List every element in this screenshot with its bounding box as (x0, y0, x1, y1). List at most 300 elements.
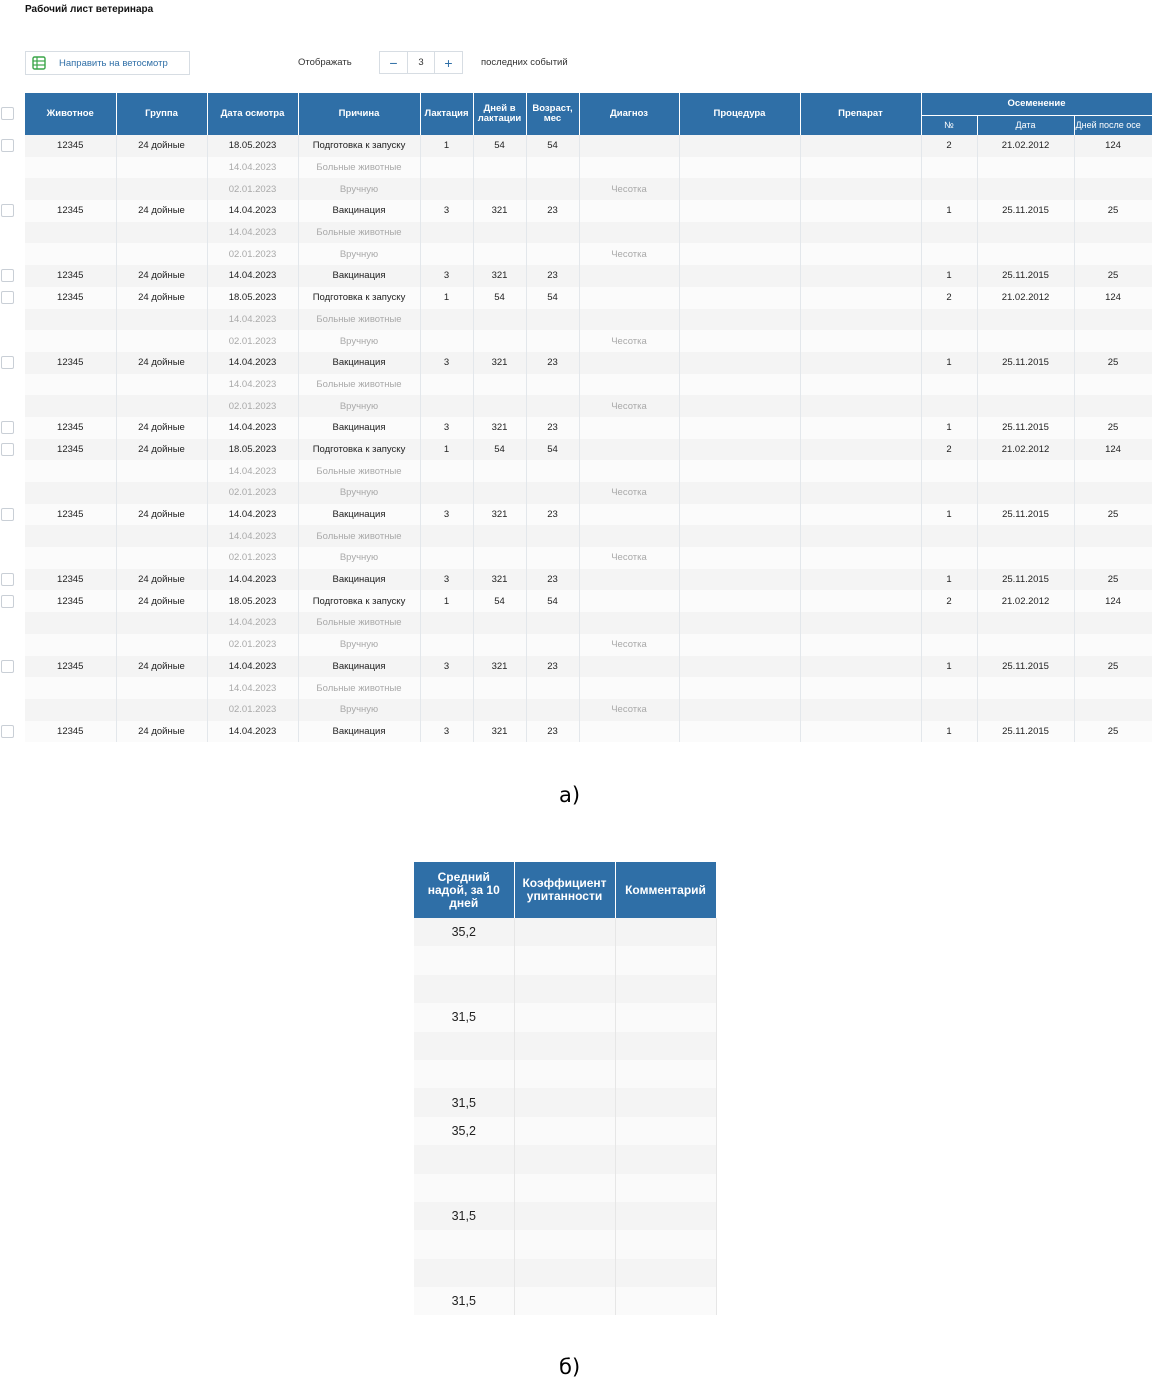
table-cell (473, 374, 526, 396)
table-cell: 25 (1074, 569, 1152, 591)
row-checkbox[interactable] (1, 139, 14, 152)
table-cell (1074, 309, 1152, 331)
table-cell: 2 (921, 590, 977, 612)
table-cell: Больные животные (298, 222, 420, 244)
table-cell (514, 946, 615, 974)
table-cell (679, 135, 800, 157)
table-cell: 321 (473, 352, 526, 374)
events-count-stepper[interactable] (379, 51, 463, 74)
table-cell (977, 395, 1074, 417)
table-cell (800, 460, 921, 482)
table-cell: 18.05.2023 (207, 439, 298, 461)
table-cell (514, 918, 615, 946)
table-cell: 25.11.2015 (977, 504, 1074, 526)
table-cell: Чесотка (579, 330, 679, 352)
col-body-condition[interactable]: Коэффициент упитанности (514, 862, 615, 918)
table-cell (116, 395, 207, 417)
table-cell (514, 1230, 615, 1258)
table-cell (116, 699, 207, 721)
table-row[interactable] (25, 200, 1152, 222)
table-cell (1074, 395, 1152, 417)
table-cell (414, 1032, 514, 1060)
table-sub-row[interactable] (25, 634, 1152, 656)
table-cell: 18.05.2023 (207, 287, 298, 309)
table-cell (679, 374, 800, 396)
table-cell (1074, 612, 1152, 634)
table-cell: 321 (473, 569, 526, 591)
table-cell (526, 330, 579, 352)
row-checkbox[interactable] (1, 421, 14, 434)
table-cell: 14.04.2023 (207, 677, 298, 699)
row-checkbox[interactable] (1, 269, 14, 282)
table-cell (1074, 634, 1152, 656)
table-cell (679, 525, 800, 547)
table-cell: 31,5 (414, 1287, 514, 1315)
table-cell (800, 547, 921, 569)
table-body (25, 135, 1152, 742)
table-cell: Вакцинация (298, 200, 420, 222)
table-cell: 31,5 (414, 1088, 514, 1116)
table-cell (116, 677, 207, 699)
col-diagnosis[interactable]: Диагноз (579, 93, 679, 135)
table-cell: 54 (526, 287, 579, 309)
col-reason[interactable]: Причина (298, 93, 420, 135)
row-checkbox[interactable] (1, 356, 14, 369)
table-cell (526, 634, 579, 656)
table-cell (800, 309, 921, 331)
table-row (414, 1287, 716, 1315)
table-cell (800, 330, 921, 352)
table-cell (977, 374, 1074, 396)
table-row (414, 1117, 716, 1145)
table-cell (1074, 374, 1152, 396)
table-cell (473, 482, 526, 504)
row-checkbox[interactable] (1, 508, 14, 521)
table-cell: 21.02.2012 (977, 439, 1074, 461)
table-cell (615, 1088, 716, 1116)
table-cell (921, 525, 977, 547)
table-sub-row[interactable] (25, 157, 1152, 179)
table-cell (526, 699, 579, 721)
table-cell (615, 1145, 716, 1173)
col-procedure[interactable]: Процедура (679, 93, 800, 135)
table-cell (116, 460, 207, 482)
table-cell (800, 265, 921, 287)
table-cell (526, 525, 579, 547)
table-cell (473, 677, 526, 699)
row-checkbox[interactable] (1, 595, 14, 608)
table-cell: 23 (526, 656, 579, 678)
table-cell: Чесотка (579, 482, 679, 504)
table-sub-row[interactable] (25, 460, 1152, 482)
row-checkbox[interactable] (1, 660, 14, 673)
events-label: последних событий (481, 57, 568, 68)
table-row[interactable] (25, 439, 1152, 461)
table-sub-row[interactable] (25, 374, 1152, 396)
table-cell (514, 1287, 615, 1315)
table-row (414, 1145, 716, 1173)
table-cell (679, 439, 800, 461)
milk-yield-table (414, 862, 717, 1315)
spreadsheet-icon (32, 56, 46, 70)
col-exam-date[interactable]: Дата осмотра (207, 93, 298, 135)
table-cell (679, 612, 800, 634)
table-cell: 24 дойные (116, 590, 207, 612)
table-cell (526, 677, 579, 699)
table-cell: 31,5 (414, 1202, 514, 1230)
col-avg-milk-yield[interactable]: Средний надой, за 10 дней (414, 862, 514, 918)
table-cell (579, 265, 679, 287)
table-cell: 2 (921, 135, 977, 157)
table-cell: Подготовка к запуску (298, 590, 420, 612)
table-cell (579, 656, 679, 678)
table-row (414, 1060, 716, 1088)
row-checkbox[interactable] (1, 443, 14, 456)
table-row (414, 1003, 716, 1031)
col-drug[interactable]: Препарат (800, 93, 921, 135)
table-cell: Подготовка к запуску (298, 135, 420, 157)
table-cell: 14.04.2023 (207, 265, 298, 287)
table-cell: 35,2 (414, 1117, 514, 1145)
row-checkbox[interactable] (1, 291, 14, 304)
table-sub-row[interactable] (25, 309, 1152, 331)
row-checkbox[interactable] (1, 725, 14, 738)
table-cell: 1 (921, 265, 977, 287)
table-cell (679, 309, 800, 331)
table-row (414, 1032, 716, 1060)
table-cell (25, 699, 116, 721)
table-cell (514, 1145, 615, 1173)
table-cell (615, 918, 716, 946)
table-cell (921, 222, 977, 244)
table-cell: 2 (921, 439, 977, 461)
table-cell (25, 243, 116, 265)
table-cell (615, 1032, 716, 1060)
table-cell: 1 (921, 352, 977, 374)
table-cell: 3 (420, 504, 473, 526)
table-cell: Больные животные (298, 612, 420, 634)
table-cell (526, 243, 579, 265)
table-cell: 25.11.2015 (977, 417, 1074, 439)
table-cell (25, 309, 116, 331)
table-row (414, 918, 716, 946)
table-cell: Вручную (298, 178, 420, 200)
table-cell (977, 634, 1074, 656)
table-cell (526, 482, 579, 504)
table-cell: 24 дойные (116, 417, 207, 439)
table-cell (679, 287, 800, 309)
table-cell: Вручную (298, 330, 420, 352)
table-cell: 24 дойные (116, 135, 207, 157)
table-cell: Больные животные (298, 460, 420, 482)
table-cell (116, 330, 207, 352)
table-cell (679, 590, 800, 612)
row-checkbox[interactable] (1, 573, 14, 586)
table-cell (414, 1060, 514, 1088)
table-cell: Вручную (298, 395, 420, 417)
table-cell: 12345 (25, 656, 116, 678)
table-cell (800, 569, 921, 591)
table-sub-row[interactable] (25, 525, 1152, 547)
table-cell: 21.02.2012 (977, 287, 1074, 309)
table-row[interactable] (25, 656, 1152, 678)
table-cell (473, 612, 526, 634)
table-cell (473, 634, 526, 656)
direct-to-vet-exam-button[interactable] (25, 51, 190, 75)
table-cell: 14.04.2023 (207, 525, 298, 547)
table-cell: 12345 (25, 504, 116, 526)
table-cell (800, 677, 921, 699)
table-cell (473, 243, 526, 265)
small-table-body (414, 918, 716, 1315)
table-cell: 12345 (25, 135, 116, 157)
table-sub-row[interactable] (25, 699, 1152, 721)
table-cell (977, 699, 1074, 721)
table-cell (25, 222, 116, 244)
table-cell: Вручную (298, 547, 420, 569)
table-cell: 25 (1074, 656, 1152, 678)
table-cell: 14.04.2023 (207, 612, 298, 634)
table-cell (473, 525, 526, 547)
increment-button[interactable]: + (444, 54, 453, 71)
table-row[interactable] (25, 721, 1152, 743)
table-cell (800, 699, 921, 721)
table-cell: Чесотка (579, 178, 679, 200)
table-cell (579, 460, 679, 482)
table-cell (800, 135, 921, 157)
table-cell: Больные животные (298, 677, 420, 699)
table-cell: 31,5 (414, 1003, 514, 1031)
table-cell (1074, 547, 1152, 569)
table-cell (514, 1060, 615, 1088)
table-cell (116, 178, 207, 200)
table-cell (800, 721, 921, 743)
table-cell (579, 504, 679, 526)
table-cell (414, 1174, 514, 1202)
table-cell (921, 178, 977, 200)
table-cell: 24 дойные (116, 439, 207, 461)
events-count-value[interactable]: 3 (407, 52, 435, 73)
table-row[interactable] (25, 265, 1152, 287)
page-title: Рабочий лист ветеринара (25, 4, 154, 15)
table-cell: 18.05.2023 (207, 590, 298, 612)
table-cell (420, 460, 473, 482)
table-cell: 24 дойные (116, 352, 207, 374)
table-cell: 1 (420, 590, 473, 612)
table-cell: 1 (420, 135, 473, 157)
table-cell: 12345 (25, 590, 116, 612)
table-cell (526, 309, 579, 331)
table-cell (473, 309, 526, 331)
table-sub-row[interactable] (25, 547, 1152, 569)
table-cell (25, 482, 116, 504)
table-cell (579, 525, 679, 547)
table-row[interactable] (25, 569, 1152, 591)
table-cell (420, 309, 473, 331)
col-insemination: Осеменение (921, 93, 1152, 115)
table-sub-row[interactable] (25, 330, 1152, 352)
table-cell: 321 (473, 721, 526, 743)
table-cell (514, 1117, 615, 1145)
table-cell (679, 721, 800, 743)
col-ins-days-after[interactable]: Дней после осе (1074, 115, 1152, 135)
col-group[interactable]: Группа (116, 93, 207, 135)
table-row[interactable] (25, 352, 1152, 374)
table-cell: 25.11.2015 (977, 200, 1074, 222)
table-cell: 3 (420, 721, 473, 743)
decrement-button[interactable]: − (389, 54, 398, 71)
table-cell (420, 612, 473, 634)
table-row[interactable] (25, 504, 1152, 526)
table-cell: 24 дойные (116, 721, 207, 743)
table-cell: 25.11.2015 (977, 569, 1074, 591)
table-cell (526, 374, 579, 396)
table-cell (800, 525, 921, 547)
table-cell (679, 634, 800, 656)
table-cell: 1 (921, 656, 977, 678)
table-cell: 35,2 (414, 918, 514, 946)
col-comment[interactable]: Комментарий (615, 862, 716, 918)
table-cell (116, 222, 207, 244)
table-cell (977, 330, 1074, 352)
table-cell (800, 222, 921, 244)
table-cell (473, 395, 526, 417)
table-cell (679, 569, 800, 591)
table-cell: 3 (420, 200, 473, 222)
table-cell (977, 482, 1074, 504)
table-cell (679, 699, 800, 721)
table-cell (800, 656, 921, 678)
table-row (414, 946, 716, 974)
table-cell: Вручную (298, 634, 420, 656)
table-sub-row[interactable] (25, 677, 1152, 699)
table-cell: 21.02.2012 (977, 135, 1074, 157)
table-cell: 24 дойные (116, 656, 207, 678)
table-cell: 24 дойные (116, 265, 207, 287)
table-cell (1074, 677, 1152, 699)
table-cell (420, 482, 473, 504)
table-sub-row[interactable] (25, 178, 1152, 200)
table-cell (615, 1174, 716, 1202)
col-days-in-lactation[interactable]: Дней в лактации (473, 93, 526, 135)
table-cell: Вакцинация (298, 417, 420, 439)
table-cell: 25.11.2015 (977, 656, 1074, 678)
table-cell: 124 (1074, 590, 1152, 612)
table-cell (473, 157, 526, 179)
table-cell (420, 330, 473, 352)
table-cell: 3 (420, 417, 473, 439)
table-cell: 14.04.2023 (207, 417, 298, 439)
table-cell (679, 656, 800, 678)
table-cell (420, 178, 473, 200)
table-cell: 23 (526, 352, 579, 374)
table-cell: 12345 (25, 352, 116, 374)
table-row[interactable] (25, 135, 1152, 157)
table-sub-row[interactable] (25, 243, 1152, 265)
table-cell (420, 525, 473, 547)
row-checkbox[interactable] (1, 204, 14, 217)
col-ins-date[interactable]: Дата (977, 115, 1074, 135)
table-cell: 02.01.2023 (207, 547, 298, 569)
col-ins-number[interactable]: № (921, 115, 977, 135)
table-cell (1074, 330, 1152, 352)
table-cell (116, 525, 207, 547)
table-cell (526, 222, 579, 244)
table-cell (579, 590, 679, 612)
table-cell (473, 222, 526, 244)
table-cell: 1 (420, 287, 473, 309)
table-cell (800, 439, 921, 461)
table-row[interactable] (25, 287, 1152, 309)
table-cell (615, 1202, 716, 1230)
table-cell (473, 547, 526, 569)
table-cell: 25.11.2015 (977, 265, 1074, 287)
table-cell (679, 395, 800, 417)
table-cell: 25 (1074, 417, 1152, 439)
table-cell: 25 (1074, 504, 1152, 526)
table-cell: Подготовка к запуску (298, 287, 420, 309)
table-cell (25, 395, 116, 417)
col-animal[interactable]: Животное (25, 93, 116, 135)
table-sub-row[interactable] (25, 222, 1152, 244)
table-cell (414, 1230, 514, 1258)
table-cell (420, 699, 473, 721)
table-cell: 25.11.2015 (977, 721, 1074, 743)
table-row (414, 1259, 716, 1287)
table-cell (977, 460, 1074, 482)
table-cell: 321 (473, 417, 526, 439)
table-cell (579, 222, 679, 244)
table-cell: Подготовка к запуску (298, 439, 420, 461)
table-cell (977, 309, 1074, 331)
table-cell: 14.04.2023 (207, 374, 298, 396)
table-cell (526, 178, 579, 200)
table-cell (679, 504, 800, 526)
table-sub-row[interactable] (25, 612, 1152, 634)
table-cell (473, 178, 526, 200)
table-row[interactable] (25, 417, 1152, 439)
table-cell: 12345 (25, 417, 116, 439)
table-cell (977, 525, 1074, 547)
table-cell (679, 157, 800, 179)
table-sub-row[interactable] (25, 482, 1152, 504)
table-row[interactable] (25, 590, 1152, 612)
table-cell: 02.01.2023 (207, 178, 298, 200)
table-cell: 23 (526, 200, 579, 222)
table-cell (800, 590, 921, 612)
col-lactation[interactable]: Лактация (420, 93, 473, 135)
table-cell (921, 677, 977, 699)
select-all-checkbox[interactable] (1, 107, 14, 120)
table-cell (414, 946, 514, 974)
table-sub-row[interactable] (25, 395, 1152, 417)
table-cell (1074, 460, 1152, 482)
table-cell (679, 352, 800, 374)
table-cell (420, 634, 473, 656)
table-cell (800, 352, 921, 374)
table-cell: 23 (526, 721, 579, 743)
table-cell (526, 395, 579, 417)
table-cell (679, 243, 800, 265)
table-cell (977, 178, 1074, 200)
table-cell (921, 612, 977, 634)
table-cell (579, 135, 679, 157)
table-cell (414, 975, 514, 1003)
table-cell: 14.04.2023 (207, 460, 298, 482)
table-cell (977, 547, 1074, 569)
col-age[interactable]: Возраст, мес (526, 93, 579, 135)
table-cell (116, 374, 207, 396)
